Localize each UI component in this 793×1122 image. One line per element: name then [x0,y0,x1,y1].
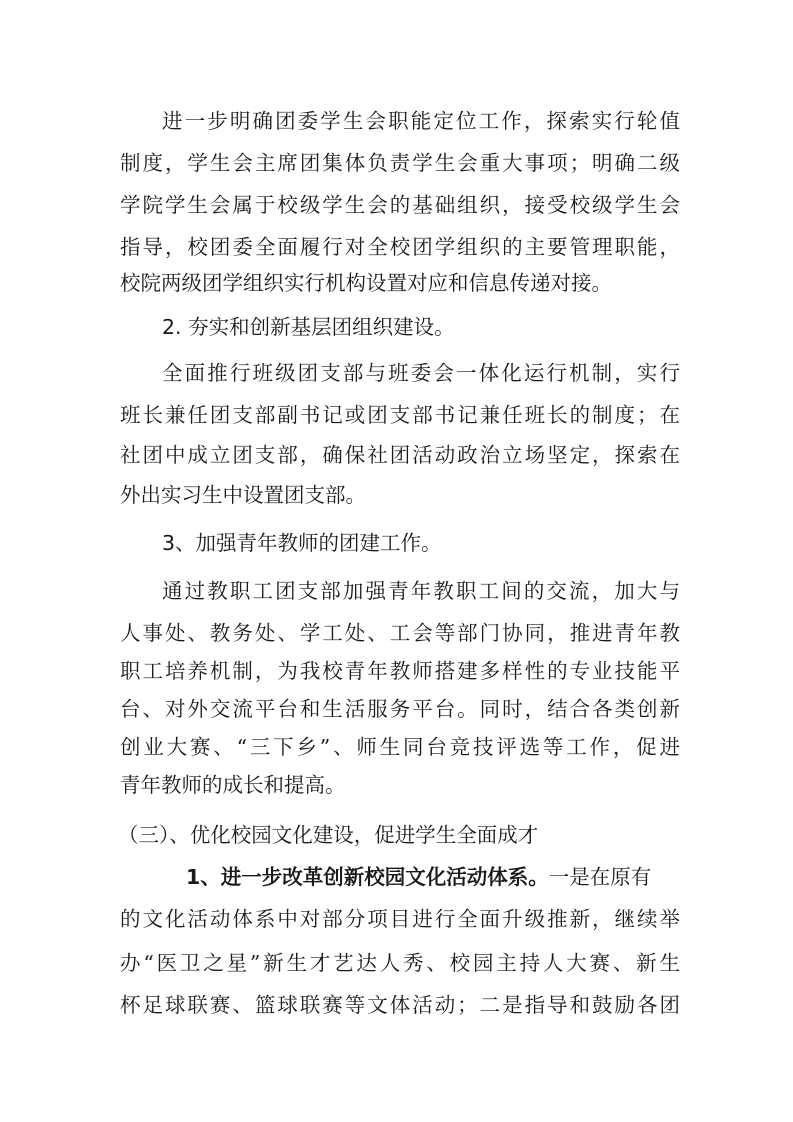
heading-2: 2. 夯实和创新基层团组织建设。 [162,315,455,339]
para1-line-5: 校院两级团学组织实行机构设置对应和信息传递对接。 [120,271,612,295]
para3-line-4: 台、对外交流平台和生活服务平台。同时，结合各类创新 [120,697,680,721]
para4-line-1 [186,862,680,892]
para1-line-4: 指导，校团委全面履行对全校团学组织的主要管理职能， [120,235,680,259]
para3-line-6: 青年教师的成长和提高。 [120,773,346,797]
para1-line-2: 制度，学生会主席团集体负责学生会重大事项；明确二级 [120,151,680,175]
para4-lead-bold: 1、进一步改革创新校园文化活动体系。 [186,865,549,889]
para2-line-3: 社团中成立团支部，确保社团活动政治立场坚定，探索在 [120,443,680,467]
para3-line-2: 人事处、教务处、学工处、工会等部门协同，推进青年教 [120,621,680,645]
para3-line-1: 通过教职工团支部加强青年教职工间的交流，加大与 [162,579,680,603]
para4-line-4: 杯足球联赛、篮球联赛等文体活动；二是指导和鼓励各团 [120,993,680,1017]
para3-line-3: 职工培养机制，为我校青年教师搭建多样性的专业技能平 [120,659,680,683]
para1-line-3: 学院学生会属于校级学生会的基础组织，接受校级学生会 [120,193,680,217]
para2-line-1: 全面推行班级团支部与班委会一体化运行机制，实行 [162,361,680,385]
para1-line-1: 进一步明确团委学生会职能定位工作，探索实行轮值 [162,109,680,133]
heading-3: 3、加强青年教师的团建工作。 [162,531,442,555]
para4-lead-rest: 一是在原有 [548,865,652,889]
para4-line-2: 的文化活动体系中对部分项目进行全面升级推新，继续举 [120,907,680,931]
para3-line-5: 创业大赛、“三下乡”、师生同台竞技评选等工作，促进 [120,735,680,759]
section-3-heading: （三）、优化校园文化建设，促进学生全面成才 [118,823,539,847]
para4-line-3: 办“医卫之星”新生才艺达人秀、校园主持人大赛、新生 [120,951,680,975]
para2-line-4: 外出实习生中设置团支部。 [120,483,366,507]
para2-line-2: 班长兼任团支部副书记或团支部书记兼任班长的制度；在 [120,403,680,427]
